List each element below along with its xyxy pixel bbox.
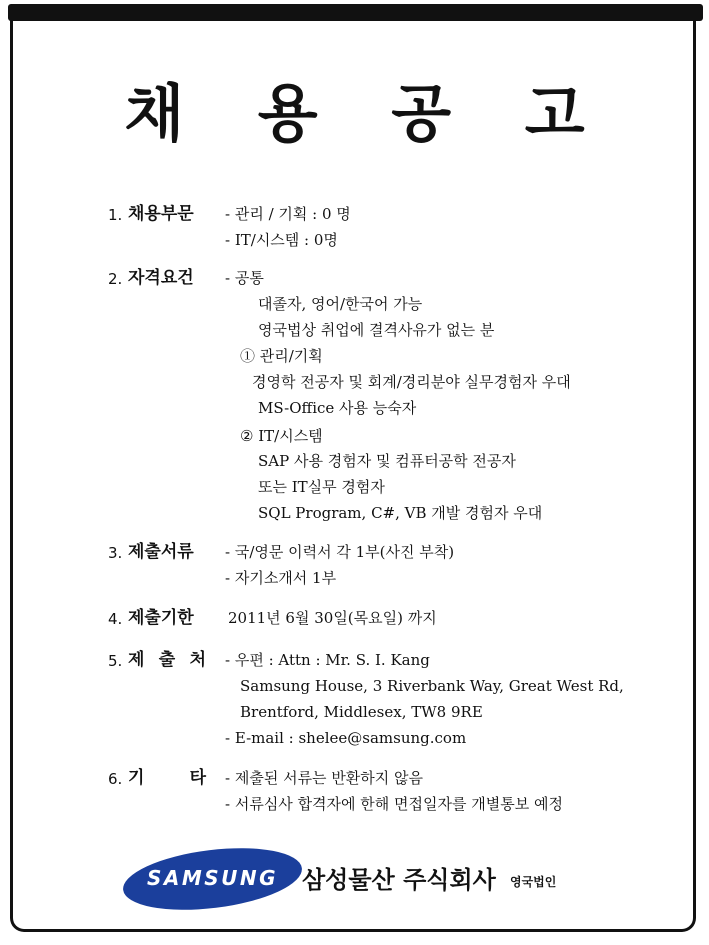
section-line: - IT/시스템 : 0명	[225, 231, 338, 249]
section-line: SAP 사용 경험자 및 컴퓨터공학 전공자	[258, 452, 516, 470]
section-line: Samsung House, 3 Riverbank Way, Great West Rd,	[240, 677, 624, 695]
page-title: 채 용 공 고	[124, 77, 611, 150]
section-label: 제출기한	[128, 608, 194, 628]
section-line: 2011년 6월 30일(목요일) 까지	[228, 609, 437, 627]
section-line: - E-mail : shelee@samsung.com	[225, 729, 467, 747]
label-char: 처	[189, 650, 206, 670]
section-line: ① 관리/기획	[240, 347, 323, 365]
section-line: SQL Program, C#, VB 개발 경험자 우대	[258, 504, 543, 522]
section-number: 3.	[108, 544, 123, 562]
section-line: - 공통	[225, 269, 264, 287]
label-char: 기	[128, 768, 145, 788]
section-line: 대졸자, 영어/한국어 가능	[258, 295, 423, 313]
section-line: - 제출된 서류는 반환하지 않음	[225, 769, 424, 787]
company-name: 삼성물산 주식회사	[302, 866, 496, 894]
section-label: 자격요건	[128, 268, 194, 288]
section-line: Brentford, Middlesex, TW8 9RE	[240, 703, 483, 721]
label-char: 타	[189, 768, 206, 788]
section-number: 4.	[108, 610, 123, 628]
section-line: ② IT/시스템	[240, 427, 323, 445]
section-line: MS-Office 사용 능숙자	[258, 399, 417, 417]
company-branch: 영국법인	[510, 875, 557, 889]
section-label	[128, 768, 206, 788]
section-number: 5.	[108, 652, 123, 670]
section-line: - 관리 / 기획 : 0 명	[225, 205, 351, 223]
section-line: 또는 IT실무 경험자	[258, 478, 385, 496]
section-label: 채용부문	[128, 204, 194, 224]
section-line: - 서류심사 합격자에 한해 면접일자를 개별통보 예정	[225, 795, 563, 813]
section-label: 제출서류	[128, 542, 194, 562]
section-number: 2.	[108, 270, 123, 288]
section-line: 영국법상 취업에 결격사유가 없는 분	[258, 321, 495, 339]
section-number: 1.	[108, 206, 123, 224]
section-line: - 국/영문 이력서 각 1부(사진 부착)	[225, 543, 455, 561]
samsung-logo-text: SAMSUNG	[146, 866, 279, 890]
label-char: 출	[158, 650, 176, 670]
section-line: 경영학 전공자 및 회계/경리분야 실무경험자 우대	[252, 373, 571, 391]
section-line: - 자기소개서 1부	[225, 569, 337, 587]
section-line: - 우편 : Attn : Mr. S. I. Kang	[225, 651, 430, 669]
section-number: 6.	[108, 770, 123, 788]
section-label	[128, 650, 206, 670]
label-char: 제	[128, 650, 145, 670]
